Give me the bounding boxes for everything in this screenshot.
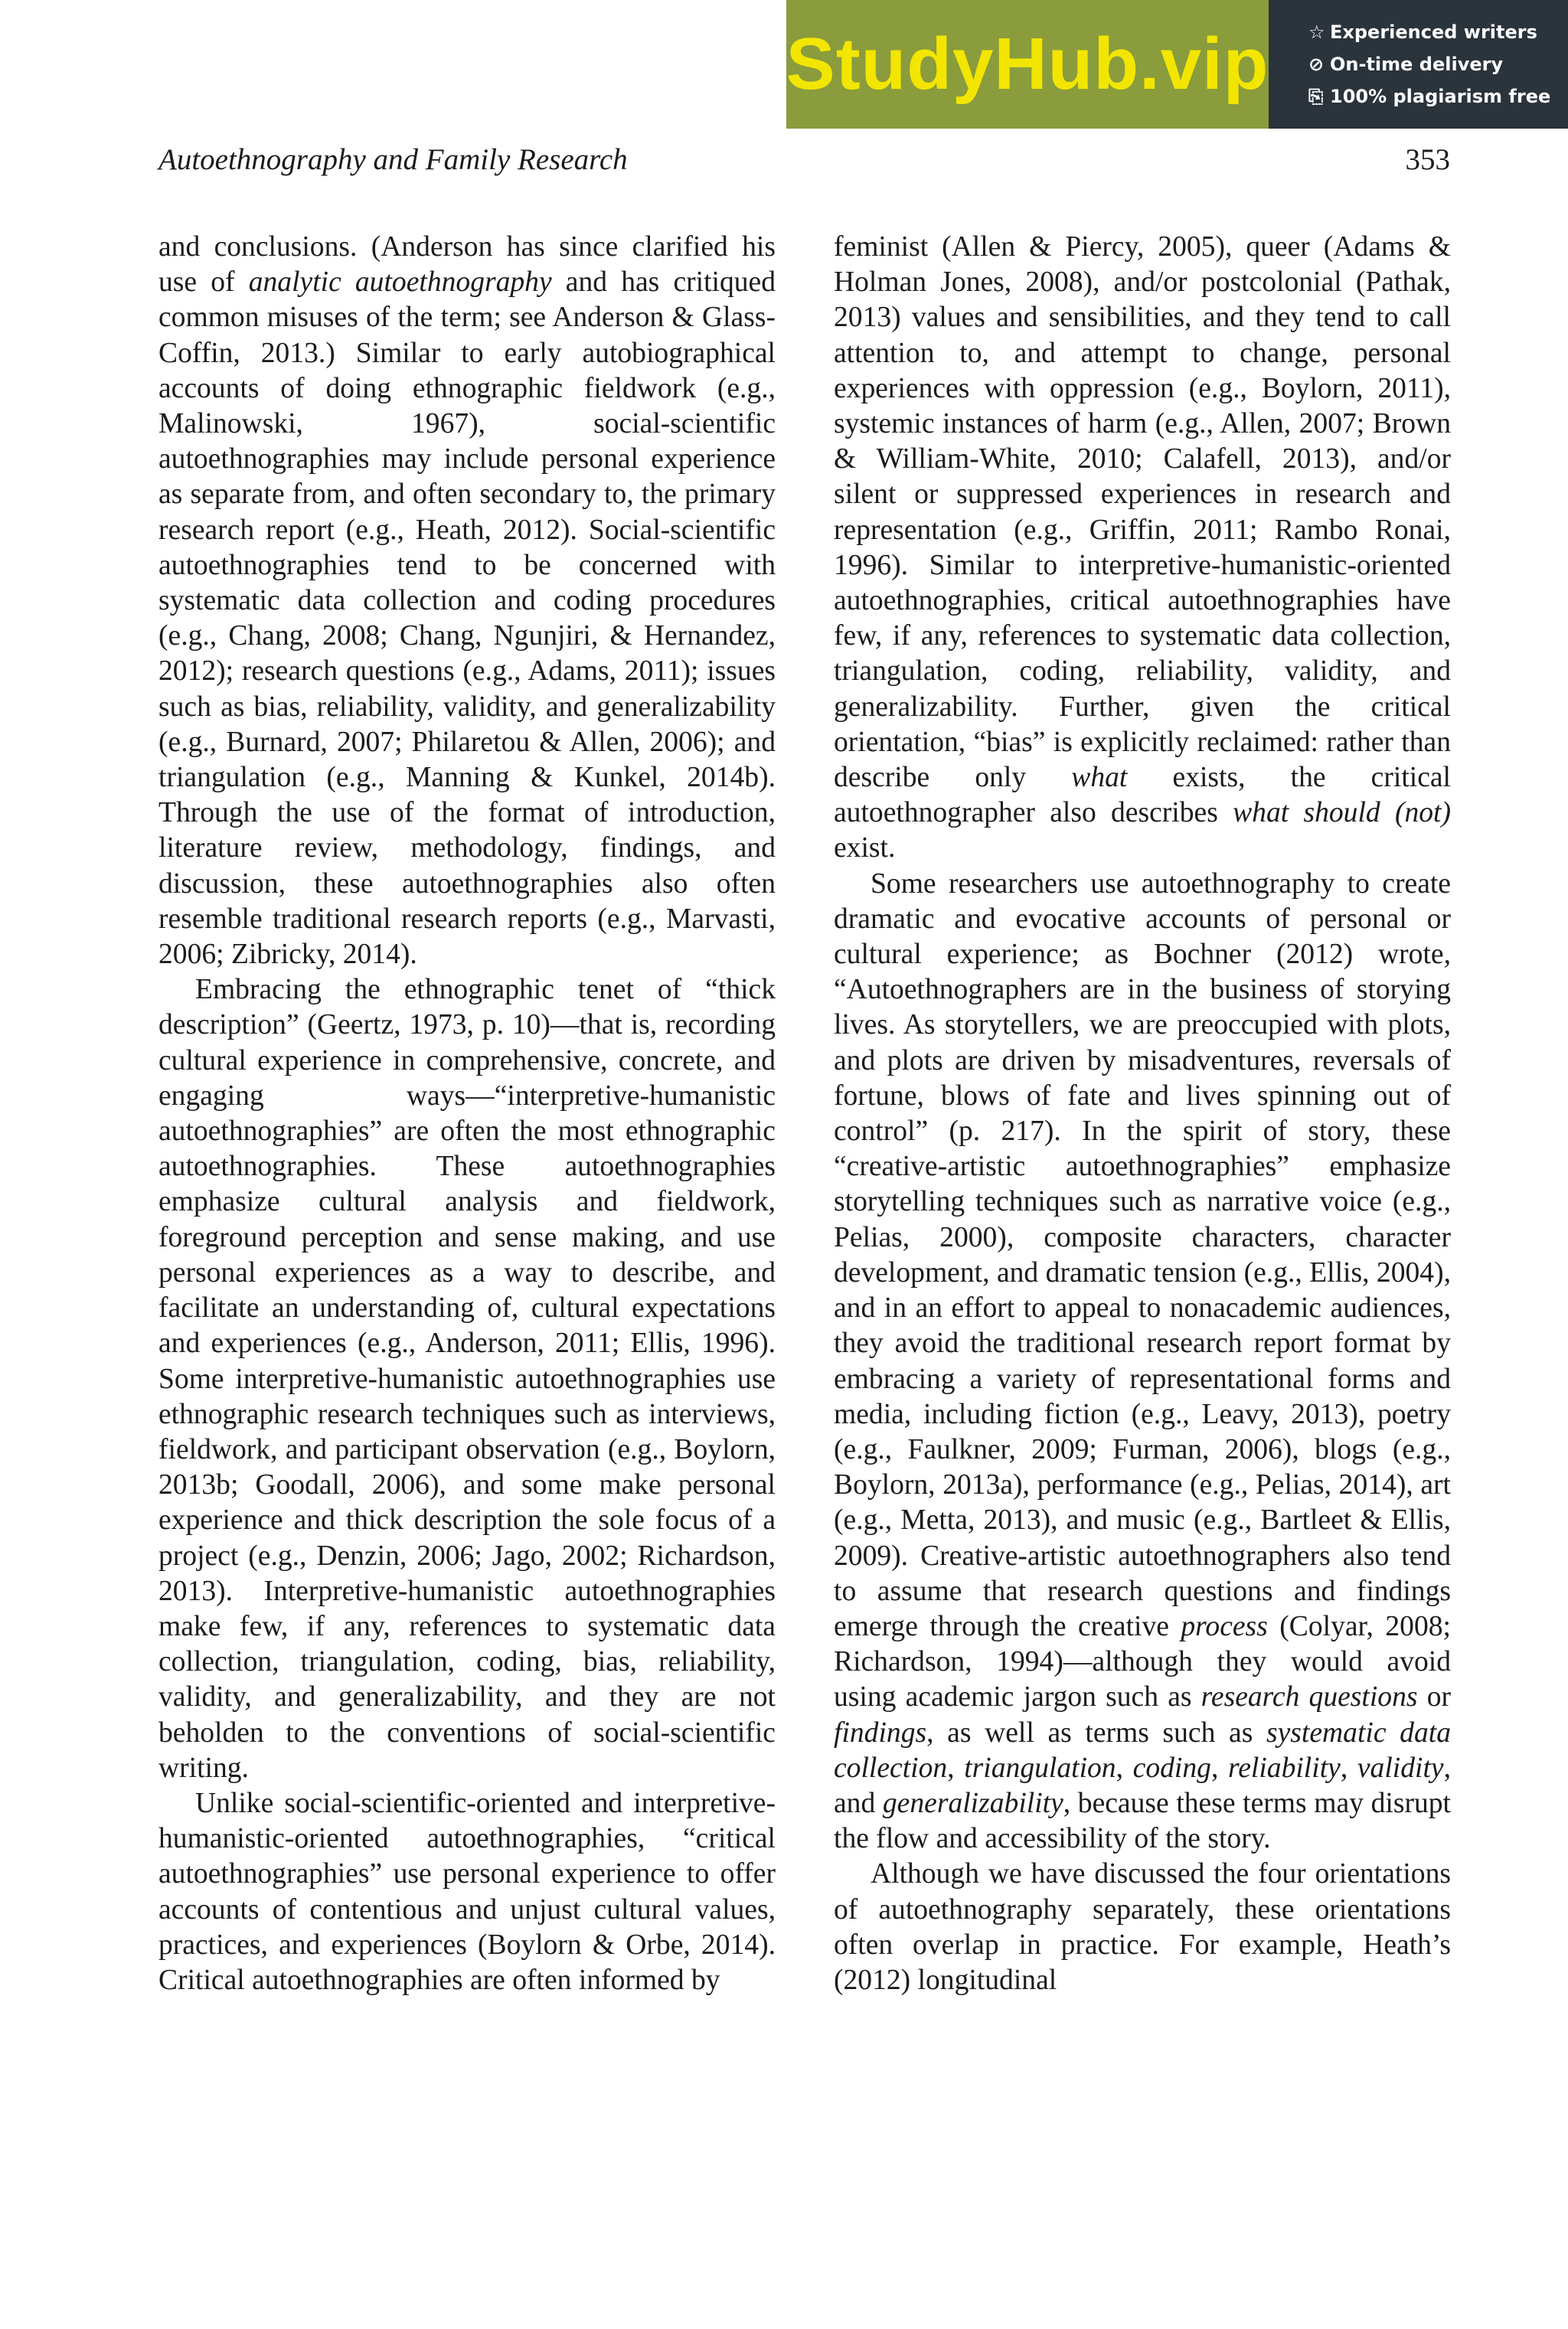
- feature-plagiarism-free: [1308, 80, 1568, 113]
- feature-label: On-time delivery: [1330, 54, 1504, 75]
- page-number: 353: [1405, 142, 1450, 176]
- feature-on-time-delivery: [1308, 48, 1568, 80]
- text-run: or: [1417, 1681, 1451, 1713]
- paragraph: [158, 972, 776, 1786]
- feature-label: Experienced writers: [1330, 21, 1537, 43]
- text-run: ,: [947, 1752, 965, 1784]
- document-copy-icon: ⎘: [1308, 86, 1324, 107]
- text-run: Embracing the ethnographic tenet of “thick description” (Geertz, 1973, p. 10)—that is, recording cultural experience in comprehensive, concrete, and engaging ways—“interpretive-humanistic autoethnographies” are often the most ethnographic autoethnographies. These autoethnographies emphasize cultural analysis and fieldwork, foreground perception and sense making, and use personal experiences as a way to describe, and facilitate an understanding of, cultural expectations and experiences (e.g., Anderson, 2011; Ellis, 1996). Some interpretive-humanistic autoethnographies use ethnographic research techniques such as interviews, fieldwork, and participant observation (e.g., Boylorn, 2013b; Goodall, 2006), and some make personal experience and thick description the sole focus of a project (e.g., Denzin, 2006; Jago, 2002; Richardson, 2013). Interpretive-humanistic autoethnographies make few, if any, references to systematic data collection, triangulation, coding, bias, reliability, validity, and generalizability, and they are not beholden to the conventions of social-scientific writing.: [158, 974, 776, 1784]
- text-run: , because these terms may disrupt the flow and accessibility of the story.: [834, 1787, 1451, 1855]
- text-run: ,: [1116, 1752, 1133, 1784]
- italic-run: findings: [834, 1717, 927, 1749]
- italic-run: what should (not): [1233, 797, 1451, 829]
- text-run: ,: [1210, 1752, 1228, 1784]
- text-run: ,: [1340, 1752, 1357, 1784]
- text-run: and conclusions. (Anderson has since clarified his use of: [158, 231, 776, 299]
- italic-run: triangulation: [964, 1752, 1116, 1784]
- italic-run: coding: [1132, 1752, 1211, 1784]
- running-head: [158, 136, 1450, 182]
- paragraph: [834, 867, 1451, 1857]
- feature-experienced-writers: [1308, 16, 1568, 48]
- text-run: Unlike social-scientific-oriented and interpretive-humanistic-oriented autoethnographies, “critical autoethnographies” use personal experience to offer accounts of contentious and unjust cultural values, practices, and experiences (Boylorn & Orbe, 2014). Critical autoethnographies are often informed by: [158, 1787, 776, 1996]
- right-column: [834, 230, 1451, 2159]
- left-column: [158, 230, 776, 2159]
- clock-icon: ⊘: [1308, 54, 1325, 75]
- italic-run: systematic data collection: [834, 1717, 1451, 1784]
- logo-text: StudyHub.vip: [786, 23, 1269, 105]
- ad-banner[interactable]: [786, 0, 1568, 129]
- studyhub-logo[interactable]: [786, 0, 1269, 129]
- feature-label: 100% plagiarism free: [1330, 86, 1551, 107]
- italic-run: process: [1181, 1610, 1268, 1642]
- text-run: exist.: [834, 832, 896, 864]
- text-run: and has critiqued common misuses of the term; see Anderson & Glass-Coffin, 2013.) Similar to early autobiographical accounts of doing ethnographic fieldwork (e.g., Malinowski, 1967), social-scientific autoethnographies may include personal experience as separate from, and often secondary to, the primary research report (e.g., Heath, 2012). Social-scientific autoethnographies tend to be concerned with systematic data collection and coding procedures (e.g., Chang, 2008; Chang, Ngunjiri, & Hernandez, 2012); research questions (e.g., Adams, 2011); issues such as bias, reliability, validity, and generalizability (e.g., Burnard, 2007; Philaretou & Allen, 2006); and triangulation (e.g., Manning & Kunkel, 2014b). Through the use of the format of introduction, literature review, methodology, findings, and discussion, these autoethnographies also often resemble traditional research reports (e.g., Marvasti, 2006; Zibricky, 2014).: [158, 266, 776, 971]
- paragraph: [158, 1786, 776, 1998]
- italic-run: reliability: [1228, 1752, 1341, 1784]
- star-outline-icon: ☆: [1308, 21, 1325, 43]
- running-title: Autoethnography and Family Research: [158, 142, 628, 176]
- italic-run: analytic autoethnography: [248, 266, 552, 299]
- italic-run: validity: [1357, 1752, 1444, 1784]
- text-run: feminist (Allen & Piercy, 2005), queer (Adams & Holman Jones, 2008), and/or postcolonial (Pathak, 2013) values and sensibilities, and they tend to call attention to, and attempt to change, personal experiences with oppression (e.g., Boylorn, 2011), systemic instances of harm (e.g., Allen, 2007; Brown & William-White, 2010; Calafell, 2013), and/or silent or suppressed experiences in research and representation (e.g., Griffin, 2011; Rambo Ronai, 1996). Similar to interpretive-humanistic-oriented autoethnographies, critical autoethnographies have few, if any, references to systematic data collection, triangulation, coding, reliability, validity, and generalizability. Further, given the critical orientation, “bias” is explicitly reclaimed: rather than describe only: [834, 231, 1451, 794]
- italic-run: research questions: [1200, 1681, 1418, 1713]
- italic-run: what: [1071, 762, 1128, 794]
- paragraph: [834, 1857, 1451, 1998]
- text-run: , as well as terms such as: [926, 1717, 1266, 1749]
- paragraph: [158, 230, 776, 972]
- text-run: Some researchers use autoethnography to create dramatic and evocative accounts of personal or cultural experience; as Bochner (2012) wrote, “Autoethnographers are in the business of storying lives. As storytellers, we are preoccupied with plots, and plots are driven by misadventures, reversals of fortune, blows of fate and lives spinning out of control” (p. 217). In the spirit of story, these “creative-artistic autoethnographies” emphasize storytelling techniques such as narrative voice (e.g., Pelias, 2000), composite characters, character development, and dramatic tension (e.g., Ellis, 2004), and in an effort to appeal to nonacademic audiences, they avoid the traditional research report format by embracing a variety of representational forms and media, including fiction (e.g., Leavy, 2013), poetry (e.g., Faulkner, 2009; Furman, 2006), blogs (e.g., Boylorn, 2013a), performance (e.g., Pelias, 2014), art (e.g., Metta, 2013), and music (e.g., Bartleet & Ellis, 2009). Creative-artistic autoethnographers also tend to assume that research questions and findings emerge through the creative: [834, 867, 1451, 1642]
- text-run: (Colyar, 2008; Richardson, 1994)—although they would avoid using academic jargon such as: [834, 1610, 1451, 1713]
- italic-run: generalizability: [882, 1787, 1063, 1819]
- paragraph: [834, 230, 1451, 867]
- feature-list: [1269, 0, 1568, 129]
- text-run: exists, the critical autoethnographer also describes: [834, 762, 1451, 829]
- text-run: Although we have discussed the four orientations of autoethnography separately, these orientations often overlap in practice. For example, Heath’s (2012) longitudinal: [834, 1858, 1451, 1996]
- text-run: , and: [834, 1752, 1451, 1819]
